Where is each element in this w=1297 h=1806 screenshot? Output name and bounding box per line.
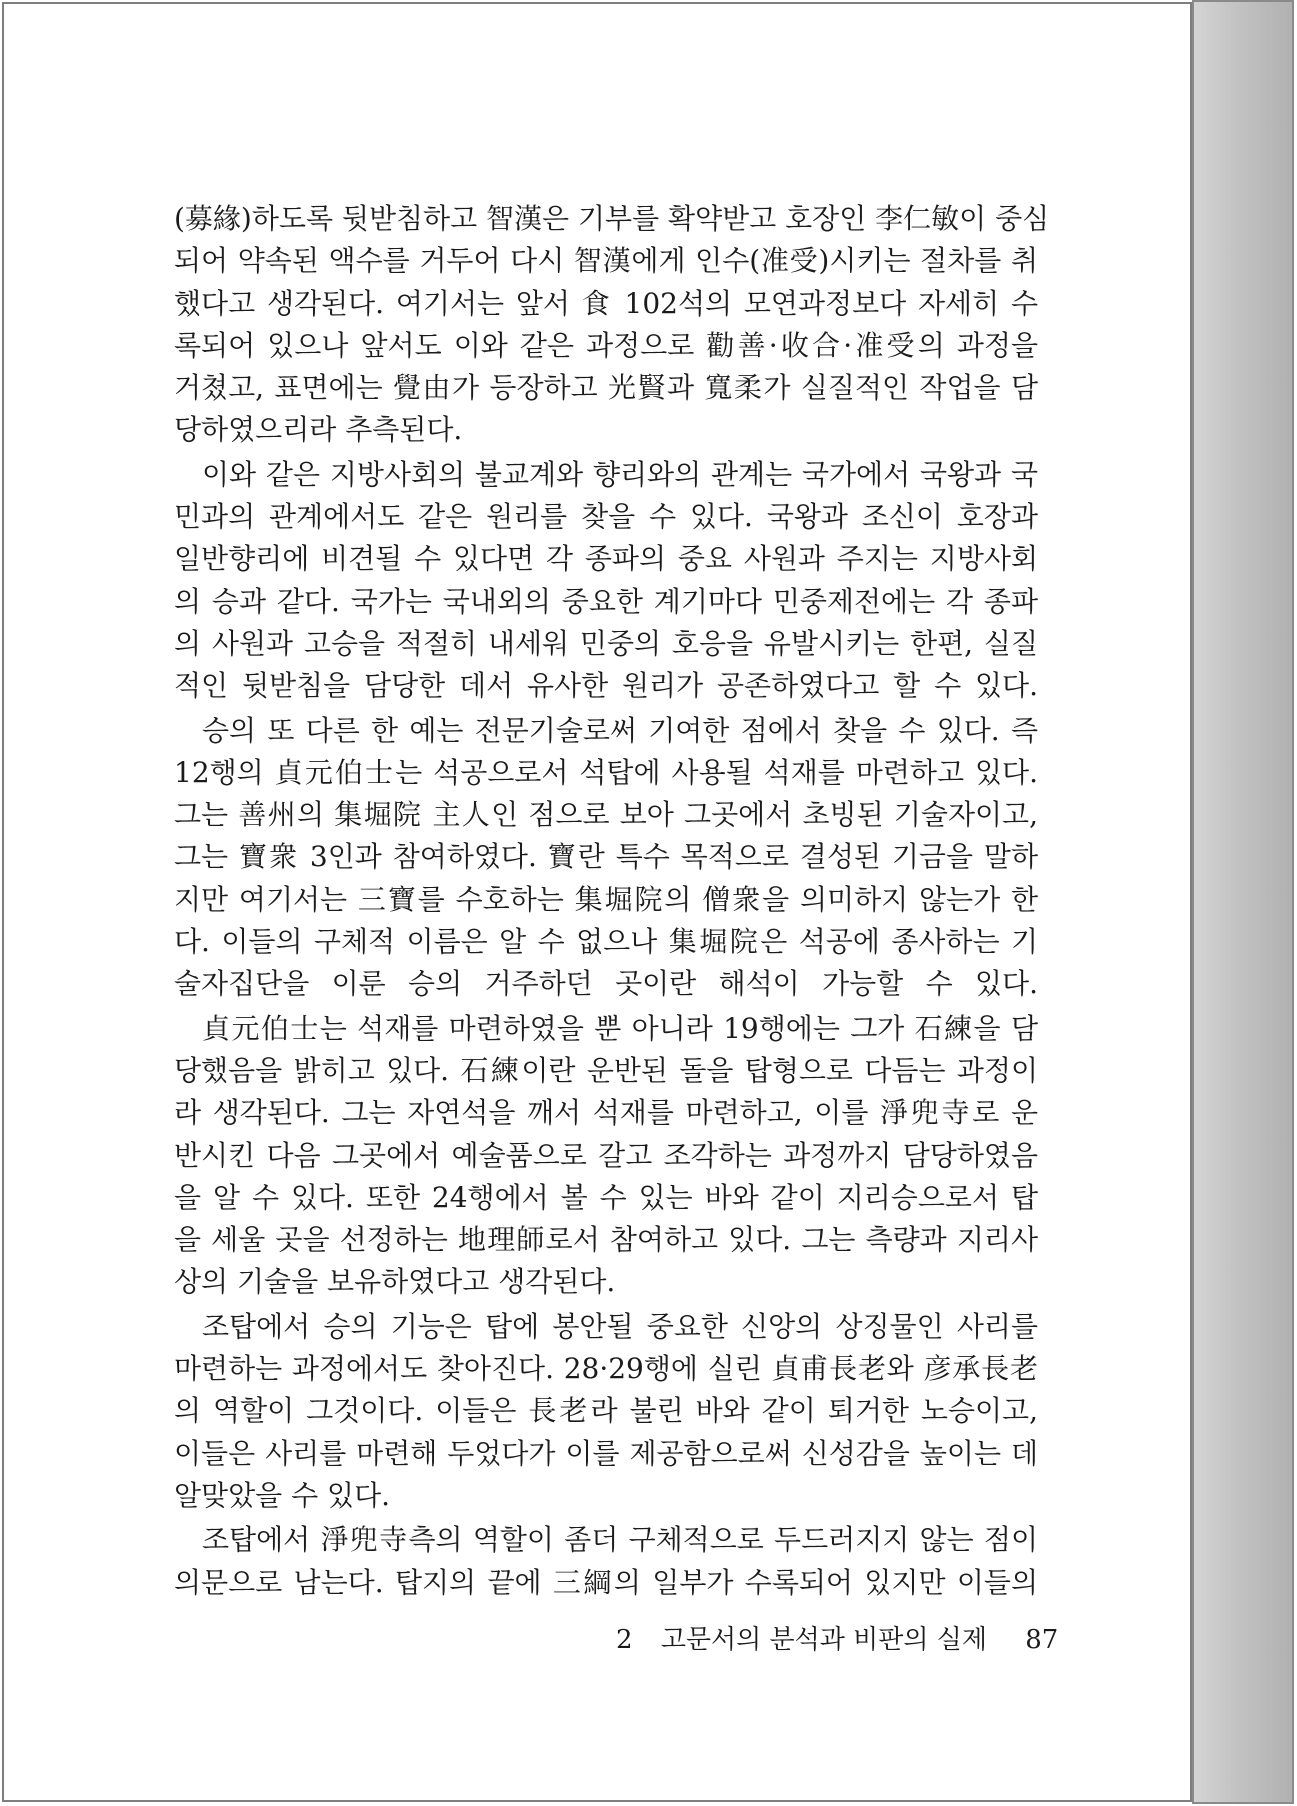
text-line: 알맞았을 수 있다.	[174, 1478, 391, 1512]
text-line: 반시킨 다음 그곳에서 예술품으로 갈고 조각하는 과정까지 담당하였음	[174, 1138, 1038, 1172]
body-text	[174, 198, 1050, 1604]
text-line: 이와 같은 지방사회의 불교계와 향리와의 관계는 국가에서 국왕과 국	[202, 457, 1038, 491]
text-line: 그는 善州의 集堀院 主人인 점으로 보아 그곳에서 초빙된 기술자이고,	[174, 798, 1038, 832]
running-footer	[616, 1623, 1059, 1657]
text-line: 일반향리에 비견될 수 있다면 각 종파의 중요 사원과 주지는 지방사회	[174, 542, 1038, 576]
text-line: 마련하는 과정에서도 찾아진다. 28·29행에 실린 貞甫長老와 彦承長老	[174, 1352, 1038, 1386]
text-line: 술자집단을 이룬 승의 거주하던 곳이란 해석이 가능할 수 있다.	[174, 967, 1038, 1001]
text-line: 을 알 수 있다. 또한 24행에서 볼 수 있는 바와 같이 지리승으로서 탑	[174, 1180, 1038, 1214]
text-line: 지만 여기서는 三寶를 수호하는 集堀院의 僧衆을 의미하지 않는가 한	[174, 882, 1038, 916]
text-line: 승의 또 다른 한 예는 전문기술로써 기여한 점에서 찾을 수 있다. 즉	[202, 713, 1038, 747]
text-line: 의문으로 남는다. 탑지의 끝에 三綱의 일부가 수록되어 있지만 이들의	[174, 1565, 1038, 1599]
text-line: 민과의 관계에서도 같은 원리를 찾을 수 있다. 국왕과 조신이 호장과	[174, 500, 1038, 534]
chapter-title: 고문서의 분석과 비판의 실제	[660, 1625, 987, 1655]
text-line: 이들은 사리를 마련해 두었다가 이를 제공함으로써 신성감을 높이는 데	[174, 1436, 1038, 1470]
page-number: 87	[1025, 1625, 1059, 1655]
text-line: 당하였으리라 추측된다.	[174, 413, 463, 447]
text-line: 12행의 貞元伯士는 석공으로서 석탑에 사용될 석재를 마련하고 있다.	[174, 755, 1038, 789]
text-line: 그는 寶衆 3인과 참여하였다. 寶란 특수 목적으로 결성된 기금을 말하	[174, 840, 1038, 874]
book-page	[2, 2, 1192, 1802]
text-line: 라 생각된다. 그는 자연석을 깨서 석재를 마련하고, 이를 淨兜寺로 운	[174, 1096, 1038, 1130]
text-line: 적인 뒷받침을 담당한 데서 유사한 원리가 공존하였다고 할 수 있다.	[174, 669, 1038, 703]
text-line: 다. 이들의 구체적 이름은 알 수 없으나 集堀院은 석공에 종사하는 기	[174, 925, 1038, 959]
book-thickness-edge	[1192, 0, 1294, 1804]
text-line: 상의 기술을 보유하였다고 생각된다.	[174, 1265, 616, 1299]
text-line: 거쳤고, 표면에는 覺由가 등장하고 光賢과 寬柔가 실질적인 작업을 담	[174, 371, 1038, 405]
text-line: 의 역할이 그것이다. 이들은 長老라 불린 바와 같이 퇴거한 노승이고,	[174, 1394, 1038, 1428]
text-line: 조탑에서 淨兜寺측의 역할이 좀더 구체적으로 두드러지지 않는 점이	[202, 1523, 1038, 1557]
text-line: (募緣)하도록 뒷받침하고 智漢은 기부를 확약받고 호장인 李仁敏이 중심	[174, 202, 1050, 235]
chapter-number: 2	[616, 1625, 633, 1655]
text-line: 의 사원과 고승을 적절히 내세워 민중의 호응을 유발시키는 한편, 실질	[174, 626, 1038, 660]
text-line: 을 세울 곳을 선정하는 地理師로서 참여하고 있다. 그는 측량과 지리사	[174, 1223, 1038, 1257]
text-line: 록되어 있으나 앞서도 이와 같은 과정으로 勸善·收合·准受의 과정을	[174, 328, 1038, 362]
text-line: 조탑에서 승의 기능은 탑에 봉안될 중요한 신앙의 상징물인 사리를	[202, 1309, 1038, 1343]
text-line: 했다고 생각된다. 여기서는 앞서 食 102석의 모연과정보다 자세히 수	[174, 286, 1038, 320]
text-line: 의 승과 같다. 국가는 국내외의 중요한 계기마다 민중제전에는 각 종파	[174, 584, 1038, 618]
text-line: 되어 약속된 액수를 거두어 다시 智漢에게 인수(准受)시키는 절차를 취	[174, 244, 1038, 278]
text-line: 당했음을 밝히고 있다. 石練이란 운반된 돌을 탑형으로 다듬는 과정이	[174, 1053, 1038, 1087]
text-line: 貞元伯士는 석재를 마련하였을 뿐 아니라 19행에는 그가 石練을 담	[202, 1011, 1038, 1045]
